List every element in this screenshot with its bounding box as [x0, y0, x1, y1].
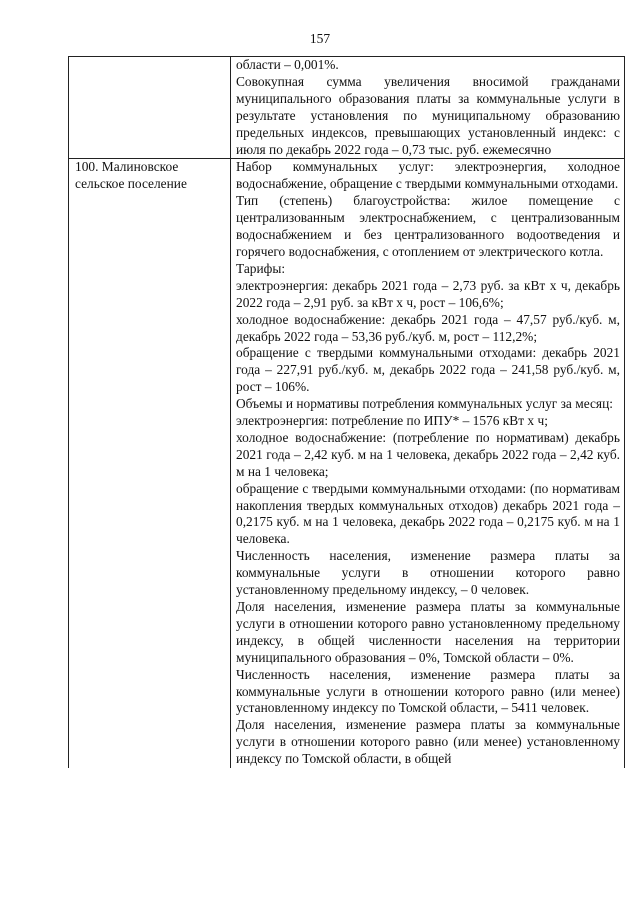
tariff-table: [68, 56, 625, 768]
paragraph: Численность населения, изменение размера платы за коммунальные услуги в отношении которого равно установленному предельному индексу, – 0 человек.: [236, 548, 620, 598]
paragraph: Набор коммунальных услуг: электроэнергия, холодное водоснабжение, обращение с твердыми коммунальными отходами.: [236, 159, 620, 192]
paragraph: Тарифы:: [236, 260, 286, 276]
paragraph: холодное водоснабжение: (потребление по нормативам) декабрь 2021 года – 2,42 куб. м на 1 человека, декабрь 2022 года – 2,42 куб. м на 1 человека;: [236, 429, 620, 479]
municipality-cell: [69, 159, 231, 768]
paragraph: обращение с твердыми коммунальными отходами: (по нормативам накопления твердых коммунальных отходов) декабрь 2021 года – 0,2175 куб. м на 1 человека, декабрь 2022 года – 0,2175 куб. м на 1 человека.: [236, 480, 620, 547]
page-number: 157: [309, 31, 331, 46]
paragraph: Объемы и нормативы потребления коммунальных услуг за месяц:: [236, 396, 613, 412]
paragraph: Численность населения, изменение размера платы за коммунальные услуги в отношении которого равно (или менее) установленному индексу по Томской области, – 5411 человек.: [236, 666, 620, 716]
paragraph: Тип (степень) благоустройства: жилое помещение с централизованным электроснабжением, с централизованным водоснабжением и без централизованного водоотведения и горячего водоснабжения, с отоплением от электрического котла.: [236, 193, 620, 259]
table-row: [69, 57, 625, 159]
paragraph: электроэнергия: декабрь 2021 года – 2,73 руб. за кВт х ч, декабрь 2022 года – 2,91 руб. за кВт х ч, рост – 106,6%;: [236, 277, 620, 310]
paragraph: Совокупная сумма увеличения вносимой гражданами муниципального образования платы за коммунальные услуги в результате установления по муниципальному образованию предельных индексов, превышающих установленный индекс: с июля по декабрь 2022 года – 0,73 тыс. руб. ежемесячно: [236, 73, 620, 157]
description-cell: [231, 159, 625, 768]
paragraph: холодное водоснабжение: декабрь 2021 года – 47,57 руб./куб. м, декабрь 2022 года – 53,36 руб./куб. м, рост – 112,2%;: [236, 311, 620, 344]
municipality-cell: [69, 57, 231, 159]
description-cell: [231, 57, 625, 159]
paragraph: области – 0,001%.: [236, 57, 339, 72]
paragraph: Доля населения, изменение размера платы за коммунальные услуги в отношении которого равно установленному предельному индексу, в общей численности населения на территории муниципального образования – 0%, Томской области – 0%.: [236, 599, 620, 665]
paragraph: обращение с твердыми коммунальными отходами: декабрь 2021 года – 227,91 руб./куб. м, декабрь 2022 года – 241,58 руб./куб. м, рост – 106%.: [236, 345, 620, 395]
paragraph: электроэнергия: потребление по ИПУ* – 1576 кВт х ч;: [236, 413, 548, 429]
paragraph: Доля населения, изменение размера платы за коммунальные услуги в отношении которого равно (или менее) установленному индексу по Томской области, в общей: [236, 717, 620, 767]
table-row: [69, 159, 625, 768]
municipality-name: 100. Малиновское сельское поселение: [75, 159, 187, 192]
